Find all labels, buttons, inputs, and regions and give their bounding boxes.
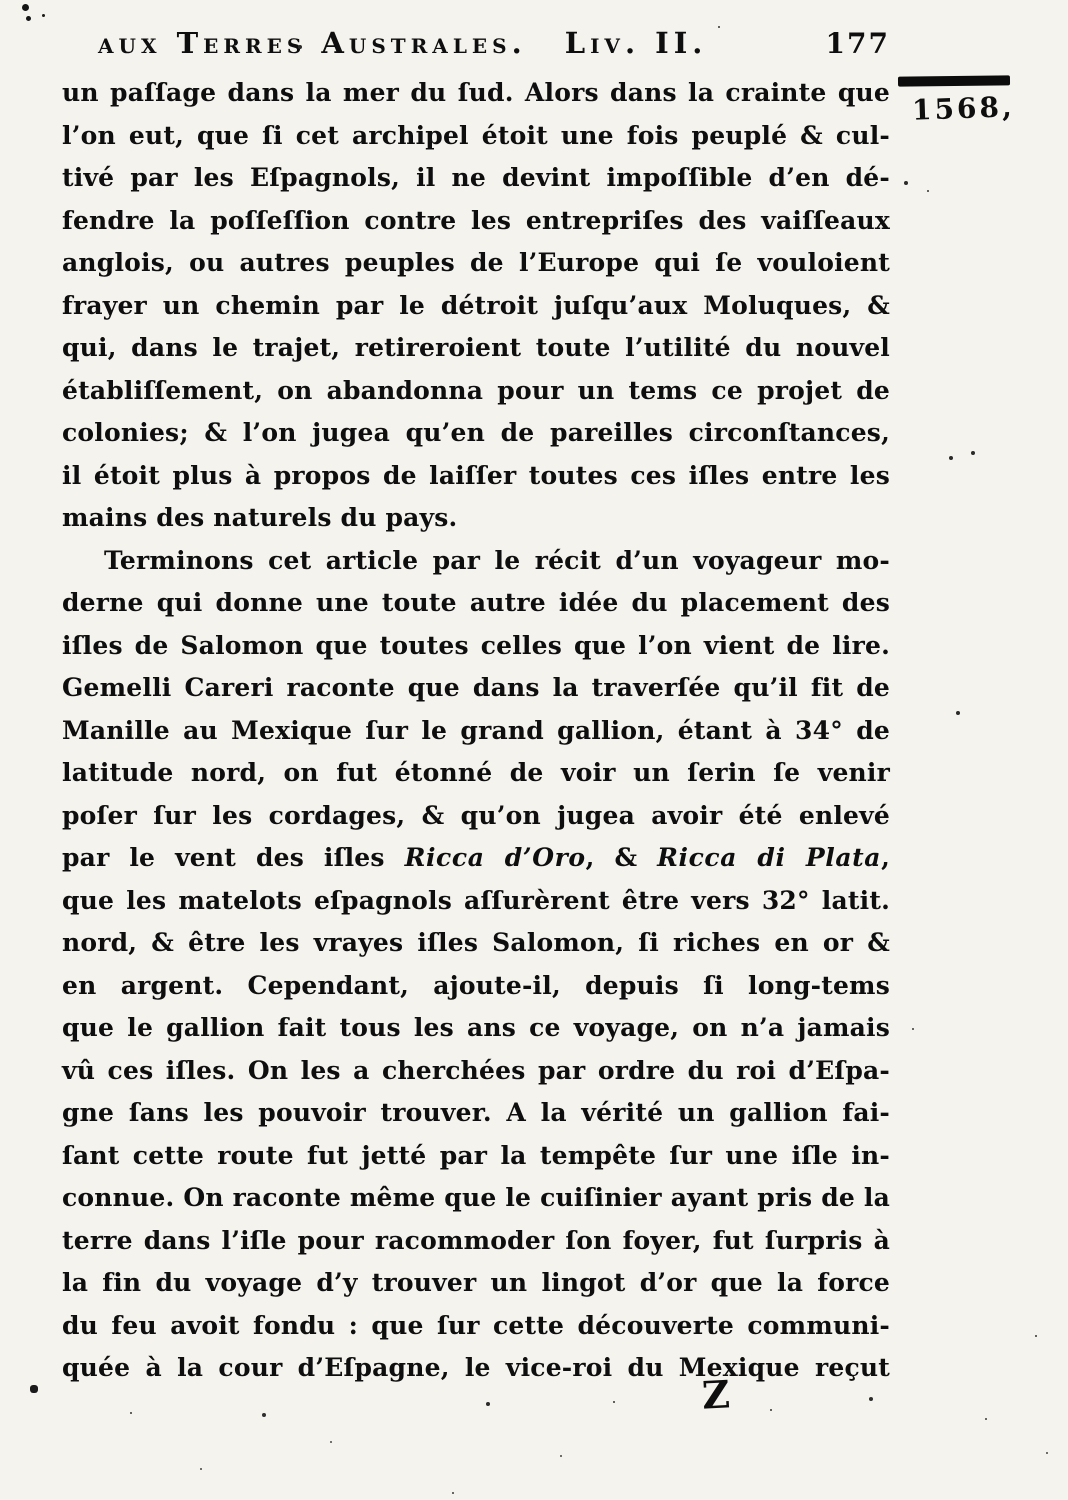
text-line: il étoit plus à propos de laiſſer toutes ces iſles entre les	[62, 460, 890, 490]
text-line: colonies; & l’on jugea qu’en de pareilles circonſtances,	[62, 418, 890, 447]
text-line: un paſſage dans la mer du ſud. Alors dans la crainte que	[62, 78, 890, 107]
body-text-block	[62, 72, 890, 1390]
text-line: Gemelli Careri raconte que dans la traverſée qu’il fit de	[62, 673, 890, 702]
text-line: Manille au Mexique ſur le grand gallion, étant à 34° de	[62, 715, 890, 745]
text-line: en argent. Cependant, ajoute-il, depuis ſi long-tems	[62, 970, 890, 1000]
text-line: nord, & être les vrayes iſles Salomon, ſi riches en or &	[62, 928, 890, 957]
header-title: aux Terres Australes.	[98, 26, 527, 60]
text-line: Terminons cet article par le récit d’un voyageur mo-	[104, 545, 890, 575]
text-line: derne qui donne une toute autre idée du placement des	[62, 588, 890, 617]
text-line: vû ces iſles. On les a cherchées par ordre du roi d’Eſpa-	[62, 1055, 890, 1085]
scan-speckles	[0, 0, 2, 2]
text-line: fendre la poſſeſſion contre les entrepriſes des vaiſſeaux	[62, 205, 890, 235]
page-number: 177	[825, 27, 890, 60]
text-line: iſles de Salomon que toutes celles que l’on vient de lire.	[62, 630, 890, 660]
margin-note-rule	[898, 75, 1010, 86]
text-line: latitude nord, on fut étonné de voir un ſerin ſe venir	[62, 758, 890, 787]
text-line: quée à la cour d’Eſpagne, le vice-roi du Mexique reçut	[62, 1353, 890, 1382]
text-line: frayer un chemin par le détroit juſqu’aux Moluques, &	[62, 290, 890, 320]
header-book-label: Liv. II.	[564, 26, 708, 60]
text-line: l’on eut, que ſi cet archipel étoit une fois peuplé & cul-	[62, 120, 890, 150]
text-line: connue. On raconte même que le cuiſinier ayant pris de la	[62, 1183, 890, 1212]
text-line: tivé par les Eſpagnols, il ne devint impoſſible d’en dé-	[62, 163, 890, 192]
text-line: gne ſans les pouvoir trouver. A la vérité un gallion fai-	[62, 1098, 890, 1127]
text-line: poſer ſur les cordages, & qu’on jugea avoir été enlevé	[62, 800, 890, 830]
signature-mark: Z	[700, 1371, 731, 1418]
text-line: que le gallion fait tous les ans ce voyage, on n’a jamais	[62, 1013, 890, 1042]
text-line: anglois, ou autres peuples de l’Europe qui ſe vouloient	[62, 248, 890, 277]
text-line: que les matelots eſpagnols aſſurèrent être vers 32° latit.	[62, 885, 890, 915]
text-line: établiſſement, on abandonna pour un tems ce projet de	[62, 375, 890, 405]
text-line: mains des naturels du pays.	[62, 503, 458, 532]
ink-mark-top-left	[22, 4, 29, 11]
text-line: du feu avoit fondu : que ſur cette découverte communi-	[62, 1310, 890, 1340]
text-line: terre dans l’iſle pour racommoder ſon foyer, fut ſurpris à	[62, 1225, 890, 1255]
text-line: ſant cette route fut jetté par la tempête ſur une iſle in-	[62, 1140, 890, 1170]
margin-note-year: 1568,	[911, 90, 1016, 127]
running-header	[98, 26, 890, 60]
text-line: qui, dans le trajet, retireroient toute l’utilité du nouvel	[62, 333, 890, 362]
text-line: la fin du voyage d’y trouver un lingot d’or que la force	[62, 1268, 890, 1297]
text-line: par le vent des iſles Ricca d’Oro, & Ricca di Plata,	[62, 843, 891, 872]
